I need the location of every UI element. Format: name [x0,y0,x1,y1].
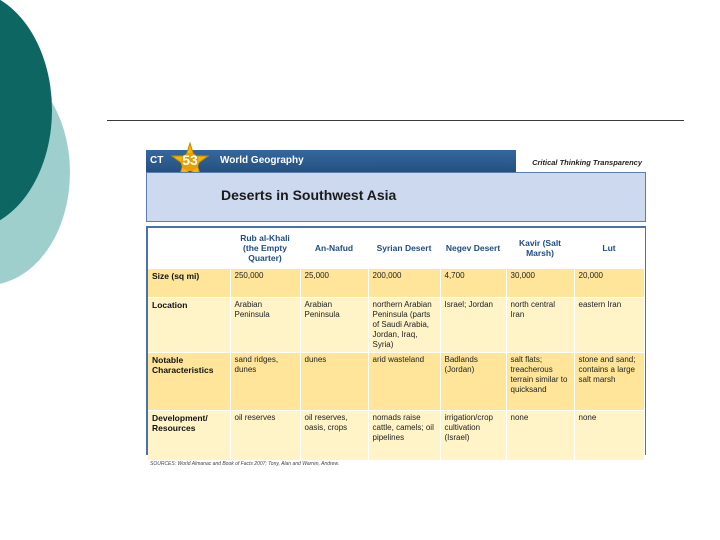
table-cell: nomads raise cattle, camels; oil pipelines [368,411,440,461]
transparency-panel [146,150,646,455]
row-header: Location [148,298,230,353]
ct-label: CT [150,155,164,166]
header-tab [516,150,646,172]
table-cell: oil reserves, oasis, crops [300,411,368,461]
table-cell: 25,000 [300,269,368,298]
table-cell: northern Arabian Peninsula (parts of Saudi Arabia, Jordan, Iraq, Syria) [368,298,440,353]
table-row [148,269,644,298]
table-cell: north central Iran [506,298,574,353]
table-cell: Israel; Jordan [440,298,506,353]
table-cell: irrigation/crop cultivation (Israel) [440,411,506,461]
table-row [148,411,644,461]
table-row [148,298,644,353]
column-header: Negev Desert [440,228,506,269]
table-cell: dunes [300,353,368,411]
table-cell: salt flats; treacherous terrain similar to quicksand [506,353,574,411]
table-cell: Badlands (Jordan) [440,353,506,411]
row-header: Development/ Resources [148,411,230,461]
subject-label: World Geography [220,155,304,166]
column-header: Syrian Desert [368,228,440,269]
table-cell: Arabian Peninsula [230,298,300,353]
table-cell: 4,700 [440,269,506,298]
table-cell: Arabian Peninsula [300,298,368,353]
column-header: Lut [574,228,644,269]
transparency-header-bar [146,150,646,172]
title-underline [107,120,684,121]
table-cell: 20,000 [574,269,644,298]
table-cell: eastern Iran [574,298,644,353]
column-header: An-Nafud [300,228,368,269]
table-cell: none [574,411,644,461]
table-cell: 200,000 [368,269,440,298]
row-header: Size (sq mi) [148,269,230,298]
table-header-row [148,228,644,269]
deserts-table [148,228,645,461]
transparency-type-label: Critical Thinking Transparency [532,158,642,167]
table-cell: stone and sand; contains a large salt marsh [574,353,644,411]
sources-note: SOURCES: World Almanac and Book of Facts 2007; Tony, Alan and Warren, Andrew. [150,461,340,467]
table-cell: 250,000 [230,269,300,298]
table-cell: arid wasteland [368,353,440,411]
column-header: Kavir (Salt Marsh) [506,228,574,269]
deserts-table-container [146,226,646,455]
table-cell: none [506,411,574,461]
table-cell: sand ridges, dunes [230,353,300,411]
row-header: Notable Characteristics [148,353,230,411]
table-cell: 30,000 [506,269,574,298]
table-row [148,353,644,411]
transparency-number: 53 [182,152,198,168]
column-header: Rub al-Khali (the Empty Quarter) [230,228,300,269]
table-title: Deserts in Southwest Asia [221,187,397,203]
table-cell: oil reserves [230,411,300,461]
title-band [146,172,646,222]
header-corner [148,228,230,269]
